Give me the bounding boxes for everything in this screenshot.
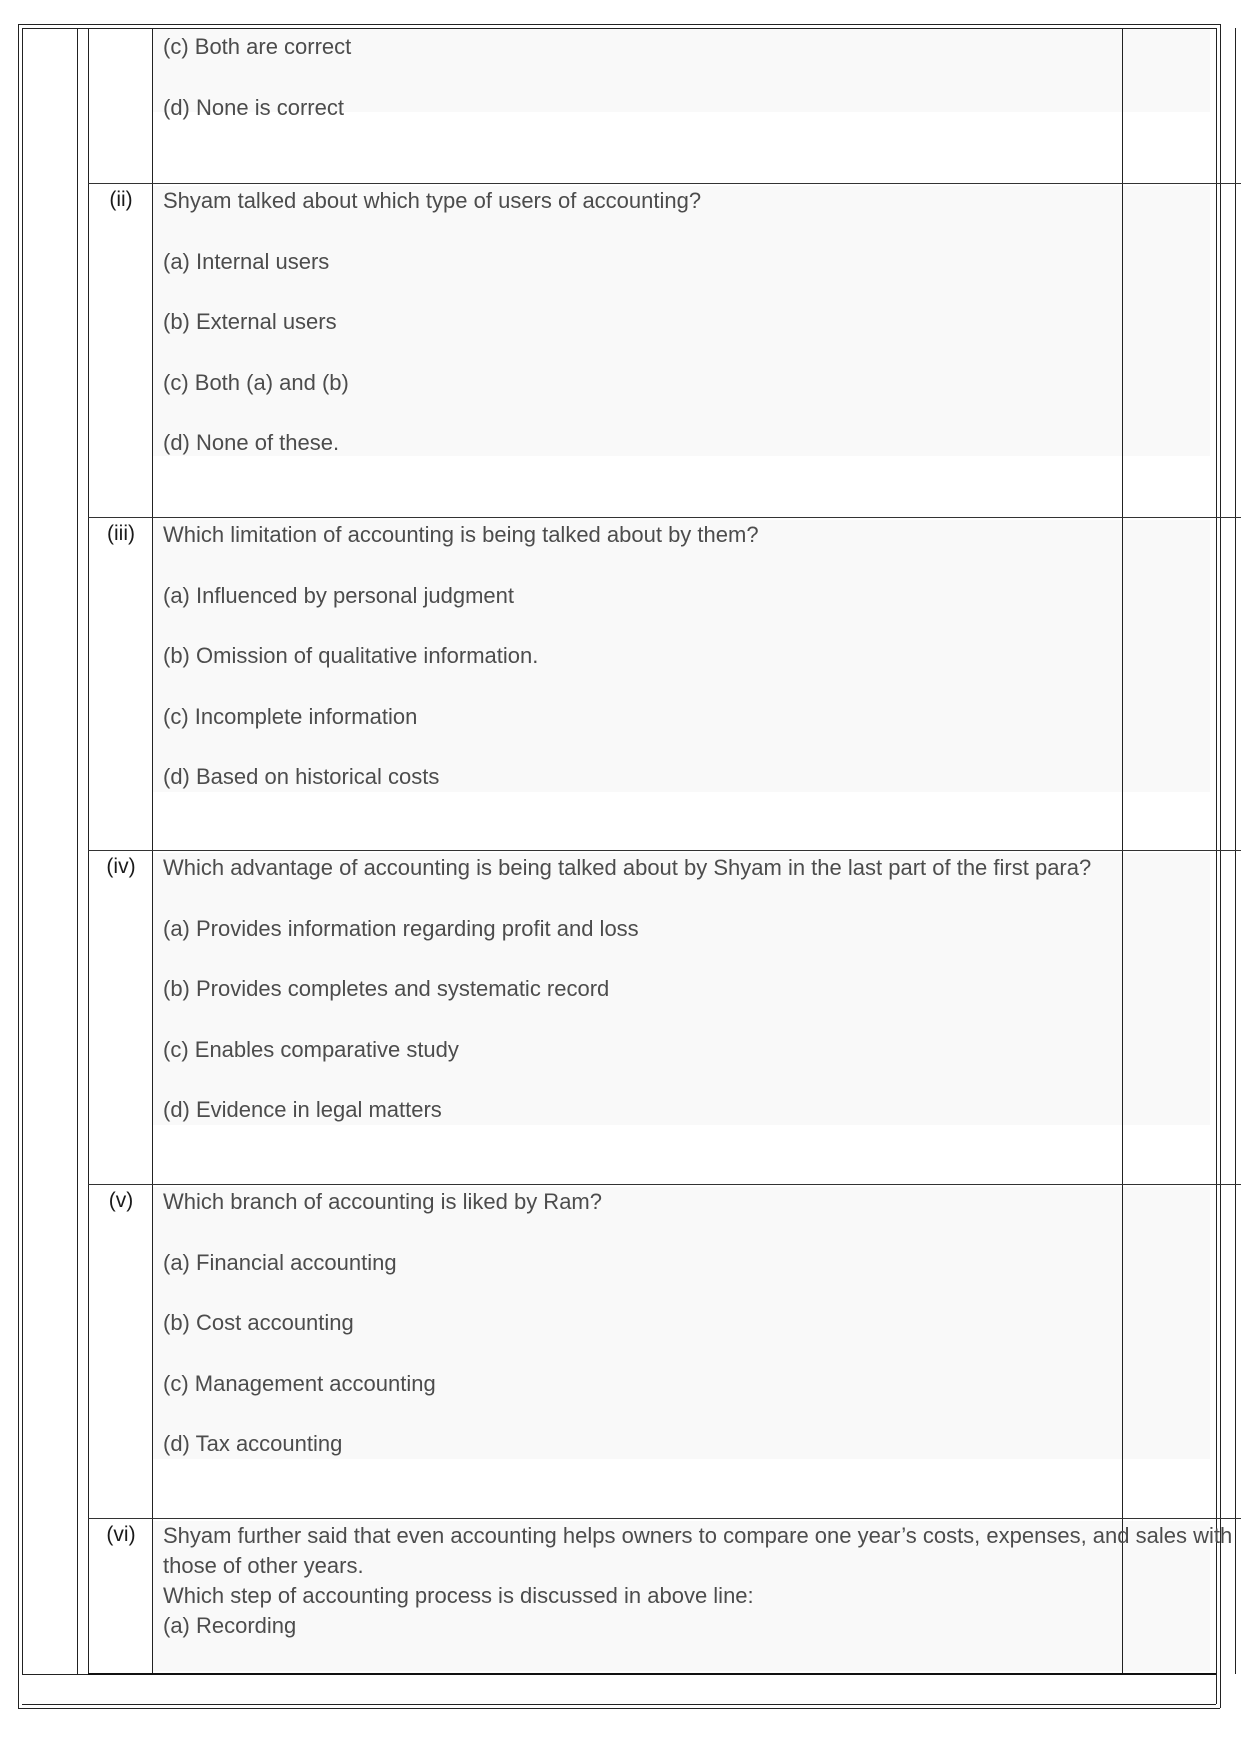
question-line: Which step of accounting process is discussed in above line:	[163, 1583, 754, 1608]
option-text: (c) Management accounting	[163, 1371, 436, 1396]
question-text	[163, 1521, 1241, 1641]
question-number: (ii)	[109, 188, 133, 211]
row-divider	[88, 517, 1241, 518]
question-number: (iii)	[107, 522, 135, 545]
option-text: (c) Both (a) and (b)	[163, 370, 349, 395]
option-text: (d) None is correct	[163, 95, 344, 120]
row-divider	[88, 850, 1241, 851]
option-text: (b) Omission of qualitative information.	[163, 643, 539, 668]
option-text: (d) Based on historical costs	[163, 764, 440, 789]
frame-top-line	[18, 24, 1220, 25]
option-text: (b) Provides completes and systematic record	[163, 976, 610, 1001]
question-text: Shyam talked about which type of users of accounting?	[163, 188, 702, 213]
frame-bottom-line-2	[22, 1704, 1216, 1705]
option-text: (c) Both are correct	[163, 34, 352, 59]
option-text: (c) Incomplete information	[163, 704, 418, 729]
question-line: Shyam further said that even accounting helps owners to compare one year’s costs, expenses, and sales with	[163, 1523, 1233, 1548]
question-text: Which branch of accounting is liked by Ram?	[163, 1189, 602, 1214]
option-text: (a) Influenced by personal judgment	[163, 583, 514, 608]
frame-right-line-outer	[1220, 24, 1221, 1708]
option-text: (d) Tax accounting	[163, 1431, 343, 1456]
option-text: (a) Provides information regarding profit and loss	[163, 916, 639, 941]
question-number: (v)	[108, 1189, 134, 1212]
table-bottom-line	[88, 1673, 1216, 1675]
question-text: Which limitation of accounting is being talked about by them?	[163, 522, 759, 547]
option-text: (d) Evidence in legal matters	[163, 1097, 442, 1122]
option-text: (b) External users	[163, 309, 337, 334]
option-text: (a) Recording	[163, 1613, 297, 1638]
option-text: (a) Financial accounting	[163, 1250, 397, 1275]
question-line: those of other years.	[163, 1553, 364, 1578]
col-line-right-edge	[1235, 28, 1236, 1674]
col-line-question	[152, 28, 153, 1674]
question-number: (iv)	[106, 855, 136, 878]
row-divider	[88, 1184, 1241, 1185]
question-text: Which advantage of accounting is being talked about by Shyam in the last part of the first para?	[163, 855, 1092, 880]
option-text: (d) None of these.	[163, 430, 340, 455]
frame-left-line	[18, 24, 19, 1708]
frame-bottom-line-outer	[18, 1708, 1220, 1709]
question-number: (vi)	[106, 1523, 136, 1546]
frame-left-line-inner	[22, 28, 23, 1674]
col-line-sno-a	[77, 28, 78, 1674]
frame-right-line	[1216, 28, 1217, 1704]
frame-top-line-inner	[22, 28, 1216, 29]
option-text: (b) Cost accounting	[163, 1310, 354, 1335]
col-line-marks	[1122, 28, 1123, 1674]
row-divider	[88, 1518, 1241, 1519]
col-line-sno-b	[88, 28, 89, 1674]
option-text: (c) Enables comparative study	[163, 1037, 459, 1062]
row-divider	[88, 183, 1241, 184]
option-text: (a) Internal users	[163, 249, 330, 274]
